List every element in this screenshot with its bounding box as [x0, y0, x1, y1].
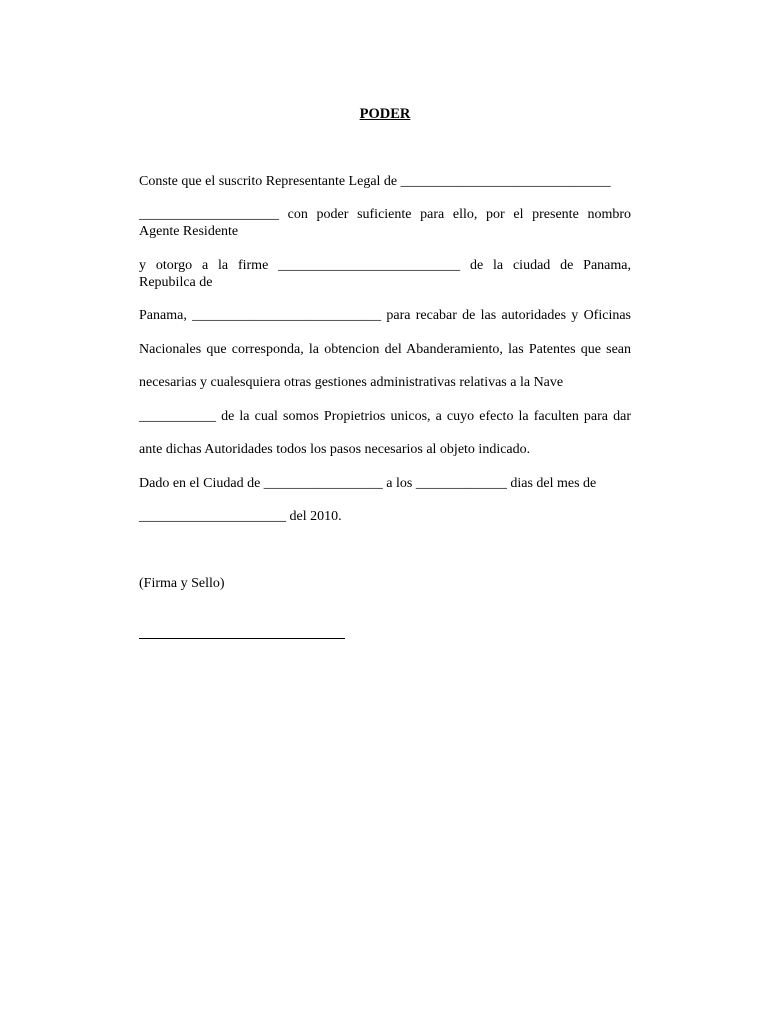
paragraph-line-8: necesarias y cualesquiera otras gestiones administrativas relativas a la Nave — [139, 375, 564, 390]
paragraph-line-4: y otorgo a la firme __________________________ de la ciudad de Panama, — [139, 258, 631, 273]
paragraph-line-6: Panama, ___________________________ para recabar de las autoridades y Oficinas — [139, 308, 631, 323]
signature-label: (Firma y Sello) — [139, 576, 225, 591]
paragraph-line-2: ____________________ con poder suficiente para ello, por el presente nombro — [139, 207, 631, 222]
paragraph-line-10: ante dichas Autoridades todos los pasos necesarios al objeto indicado. — [139, 442, 531, 457]
paragraph-line-11: Dado en el Ciudad de _________________ a los _____________ dias del mes de — [139, 476, 597, 491]
paragraph-line-9: ___________ de la cual somos Propietrios unicos, a cuyo efecto la faculten para dar — [139, 409, 631, 424]
paragraph-line-5: Repubilca de — [139, 275, 213, 290]
paragraph-line-7: Nacionales que corresponda, la obtencion del Abanderamiento, las Patentes que sean — [139, 342, 631, 357]
paragraph-line-1: Conste que el suscrito Representante Legal de ______________________________ — [139, 174, 611, 189]
paragraph-line-3: Agente Residente — [139, 224, 239, 239]
document-title: PODER — [359, 106, 411, 122]
paragraph-line-12: _____________________ del 2010. — [139, 509, 342, 524]
signature-line — [139, 638, 345, 639]
